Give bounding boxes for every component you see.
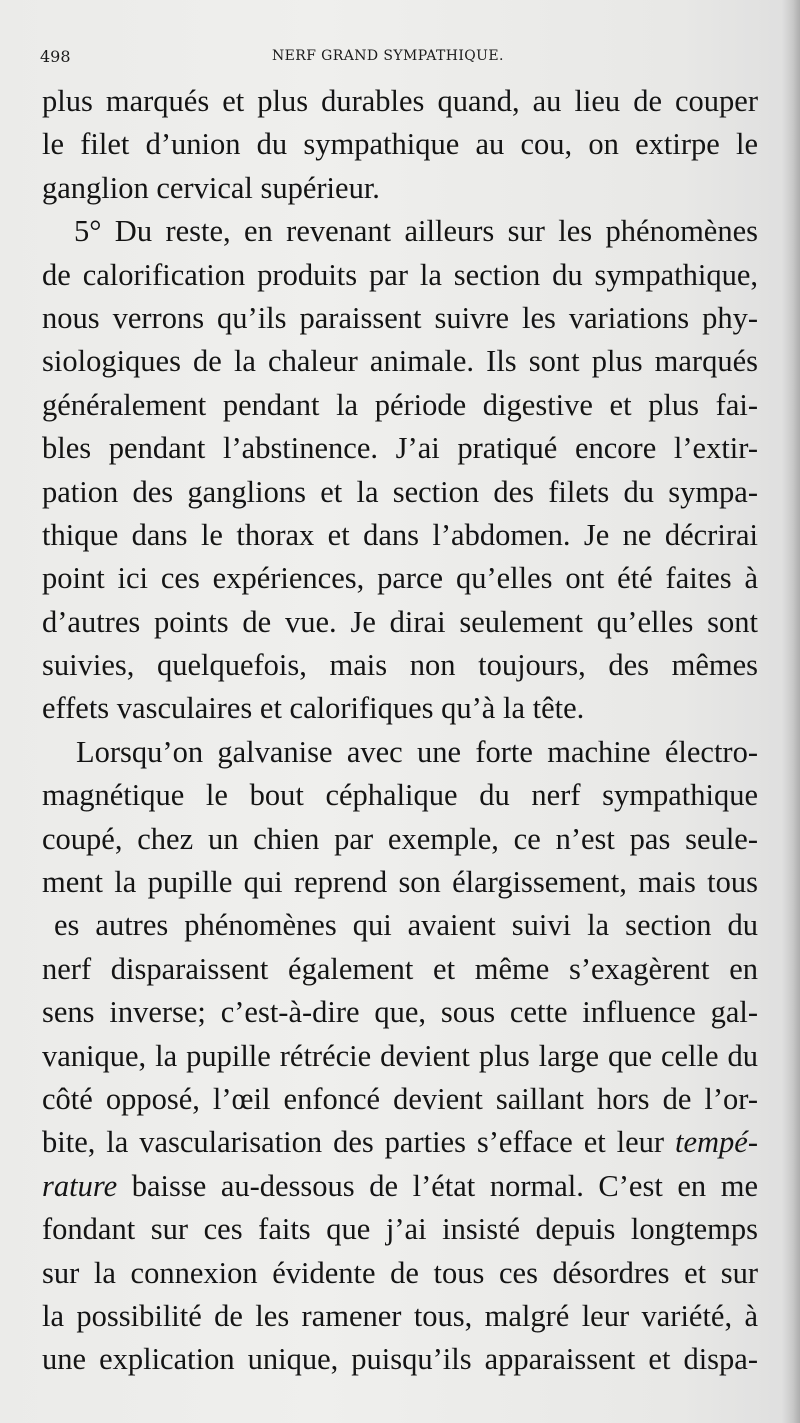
text-line: ment la pupille qui reprend son élargissement, mais tous xyxy=(42,865,758,900)
text-line: d’autres points de vue. Je dirai seulement qu’elles sont xyxy=(42,604,758,639)
italic-word: rature xyxy=(42,1168,118,1203)
page-number: 498 xyxy=(40,47,71,66)
text-line: es autres phénomènes qui avaient suivi la section du xyxy=(54,908,758,943)
page-edge-shadow xyxy=(782,0,800,1423)
body-text xyxy=(42,80,758,1382)
text-line: généralement pendant la période digestive et plus fai- xyxy=(42,387,758,422)
text-line: ganglion cervical supérieur. xyxy=(42,170,380,205)
page-header xyxy=(40,47,740,71)
text-line: le filet d’union du sympathique au cou, on extirpe le xyxy=(42,127,758,162)
text-line: nerf disparaissent également et même s’exagèrent en xyxy=(42,951,758,986)
text-line: vanique, la pupille rétrécie devient plus large que celle du xyxy=(42,1038,758,1073)
text-line: sens inverse; c’est-à-dire que, sous cette influence gal- xyxy=(42,995,758,1030)
text-line: plus marqués et plus durables quand, au lieu de couper xyxy=(42,84,758,118)
text-line: siologiques de la chaleur animale. Ils sont plus marqués xyxy=(42,344,758,379)
text-line: nous verrons qu’ils paraissent suivre les variations phy- xyxy=(42,300,758,335)
text-segment: bite, la vascularisation des parties s’efface et leur xyxy=(42,1125,676,1160)
text-line: suivies, quelquefois, mais non toujours, des mêmes xyxy=(42,648,758,683)
text-line: une explication unique, puisqu’ils apparaissent et dispa- xyxy=(42,1342,758,1377)
text-line: bles pendant l’abstinence. J’ai pratiqué encore l’extir- xyxy=(42,431,758,466)
text-line: la possibilité de les ramener tous, malgré leur variété, à xyxy=(42,1298,758,1333)
text-line: effets vasculaires et calorifiques qu’à la tête. xyxy=(42,691,585,726)
text-line: magnétique le bout céphalique du nerf sympathique xyxy=(42,778,758,813)
text-line: de calorification produits par la section du sympathique, xyxy=(42,257,758,292)
text-segment: baisse au-dessous de l’état normal. C’est en me xyxy=(117,1168,758,1203)
text-line: coupé, chez un chien par exemple, ce n’est pas seule- xyxy=(42,821,758,856)
text-line: thique dans le thorax et dans l’abdomen. Je ne décrirai xyxy=(42,517,758,552)
text-line: pation des ganglions et la section des filets du sympa- xyxy=(42,474,758,509)
text-line-mixed xyxy=(42,1121,758,1164)
text-line-mixed xyxy=(42,1165,758,1208)
text-line: côté opposé, l’œil enfoncé devient saillant hors de l’or- xyxy=(42,1081,758,1116)
text-line: fondant sur ces faits que j’ai insisté depuis longtemps xyxy=(42,1212,758,1247)
text-line: sur la connexion évidente de tous ces désordres et sur xyxy=(42,1255,758,1290)
text-line: point ici ces expériences, parce qu’elles ont été faites à xyxy=(42,561,758,596)
italic-word: tempé- xyxy=(675,1125,758,1160)
running-title: NERF GRAND SYMPATHIQUE. xyxy=(272,48,504,64)
text-line: Lorsqu’on galvanise avec une forte machine électro- xyxy=(76,734,758,769)
text-line: 5° Du reste, en revenant ailleurs sur les phénomènes xyxy=(74,214,758,249)
